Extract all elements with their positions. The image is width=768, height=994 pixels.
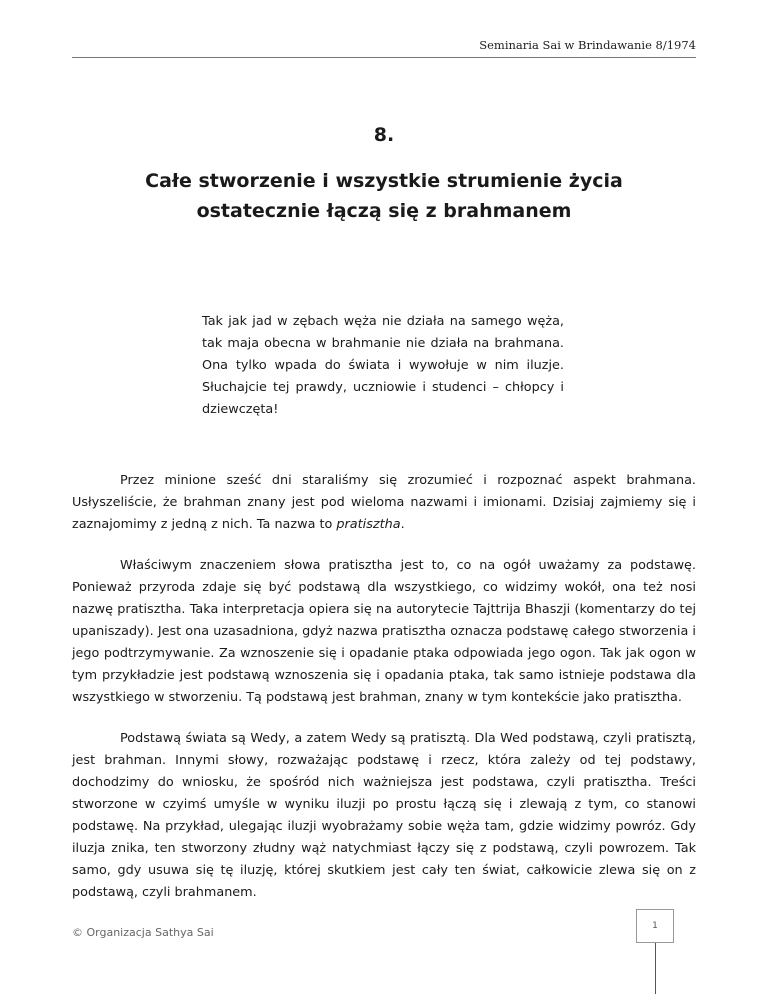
running-header: Seminaria Sai w Brindawanie 8/1974 xyxy=(479,38,696,52)
page-number-connector-line xyxy=(655,943,656,994)
paragraph-1 xyxy=(72,470,696,536)
chapter-number: 8. xyxy=(373,124,395,146)
page-number: 1 xyxy=(636,909,674,943)
paragraph-3: Podstawą świata są Wedy, a zatem Wedy są pratisztą. Dla Wed podstawą, czyli pratisztą, jest brahman. Innymi słowy, rozważając podstawę i rzecz, która zależy od tej podstawy, dochodzimy do wniosku, że spośród nich ważniejsza jest podstawa, czyli pratisztha. Treści stworzone w czyimś umyśle w wyniku iluzji po prostu łączą się i zlewają z tym, co stanowi podstawę. Na przykład, ulegając iluzji wyobrażamy sobie węża tam, gdzie widzimy powróz. Gdy iluzja znika, ten stworzony złudny wąż natychmiast łączy się z podstawą, czyli powrozem. Tak samo, gdy usuwa się tę iluzję, której skutkiem jest cały ten świat, całkowicie zlewa się on z podstawą, czyli brahmanem. xyxy=(72,731,696,900)
paragraph-1-italic-term: pratisztha xyxy=(336,517,401,532)
chapter-title-line-2: ostatecznie łączą się z brahmanem xyxy=(196,200,572,222)
chapter-title-line-1: Całe stworzenie i wszystkie strumienie życia xyxy=(145,170,623,192)
footer-copyright: © Organizacja Sathya Sai xyxy=(72,926,214,939)
header-divider xyxy=(72,57,696,58)
paragraph-1-end: . xyxy=(400,517,405,532)
motto-quote: Tak jak jad w zębach węża nie działa na samego węża, tak maja obecna w brahmanie nie działa na brahmana. Ona tylko wpada do świata i wywołuje w nim iluzje. Słuchajcie tej prawdy, uczniowie i studenci – chłopcy i dziewczęta! xyxy=(202,314,564,417)
body-text xyxy=(72,470,696,923)
chapter-title xyxy=(100,166,668,226)
paragraph-2: Właściwym znaczeniem słowa pratisztha jest to, co na ogół uważamy za podstawę. Ponieważ przyroda zdaje się być podstawą dla wszystkiego, co widzimy wokół, ona też nosi nazwę pratisztha. Taka interpretacja opiera się na autorytecie Tajttrija Bhaszji (komentarzy do tej upaniszady). Jest ona uzasadniona, gdyż nazwa pratisztha oznacza podstawę całego stworzenia i jego podtrzymywanie. Za wznoszenie się i opadanie ptaka odpowiada jego ogon. Tak jak ogon w tym przykładzie jest podstawą wznoszenia się i opadania ptaka, tak samo istnieje podstawa dla wszystkiego w stworzeniu. Tą podstawą jest brahman, znany w tym kontekście jako pratisztha. xyxy=(72,558,696,705)
paragraph-1-text: Przez minione sześć dni staraliśmy się zrozumieć i rozpoznać aspekt brahmana. Usłyszeliście, że brahman znany jest pod wieloma nazwami i imionami. Dzisiaj zajmiemy się i zaznajomimy z jedną z nich. Ta nazwa to xyxy=(72,473,696,532)
